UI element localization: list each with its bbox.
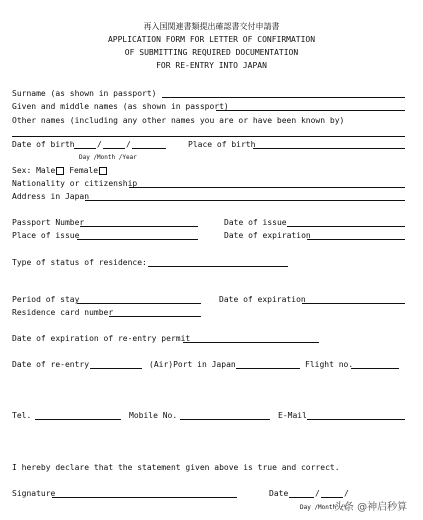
declaration-text: I hereby declare that the statement given above is true and correct. xyxy=(12,463,340,472)
status-of-residence-label: Type of status of residence: xyxy=(12,258,147,267)
residence-card-field[interactable] xyxy=(109,316,201,317)
sign-date-day-field[interactable] xyxy=(289,497,314,498)
nationality-field[interactable] xyxy=(129,187,405,188)
reentry-permit-expiration-field[interactable] xyxy=(183,342,319,343)
flight-number-label: Flight no. xyxy=(305,360,354,369)
surname-label: Surname (as shown in passport) xyxy=(12,89,157,98)
email-field[interactable] xyxy=(307,419,405,420)
sign-date-format-hint: Day /Month /Y xyxy=(300,504,347,511)
port-in-japan-field[interactable] xyxy=(236,368,300,369)
title-line-1: APPLICATION FORM FOR LETTER OF CONFIRMATION xyxy=(107,35,316,44)
date-label: Date xyxy=(269,489,289,498)
flight-number-field[interactable] xyxy=(351,368,399,369)
address-field[interactable] xyxy=(85,200,405,201)
status-of-residence-field[interactable] xyxy=(148,266,288,267)
passport-number-label: Passport Number xyxy=(12,218,85,227)
signature-label: Signature xyxy=(12,489,56,498)
email-label: E-Mail xyxy=(278,411,307,420)
sex-male-label: Sex: Male xyxy=(12,166,56,175)
watermark: 头条 @神启秒算 xyxy=(334,502,408,513)
given-names-field[interactable] xyxy=(216,110,405,111)
sign-date-slash-2: / xyxy=(344,489,349,498)
reentry-permit-expiration-label: Date of expiration of re-entry permit xyxy=(12,334,191,343)
dob-day-field[interactable] xyxy=(74,148,96,149)
period-of-stay-label: Period of stay xyxy=(12,295,80,304)
signature-field[interactable] xyxy=(52,497,237,498)
date-of-expiration-field[interactable] xyxy=(307,239,405,240)
passport-number-field[interactable] xyxy=(80,226,198,227)
place-of-issue-label: Place of issue xyxy=(12,231,80,240)
female-checkbox[interactable] xyxy=(99,167,107,175)
given-names-label: Given and middle names (as shown in passport) xyxy=(12,102,229,111)
dob-format-hint: Day /Month /Year xyxy=(79,154,137,161)
residence-card-label: Residence card number xyxy=(12,308,114,317)
dob-slash-1: / xyxy=(97,140,102,149)
sex-row xyxy=(12,166,107,176)
mobile-field[interactable] xyxy=(180,419,270,420)
surname-field[interactable] xyxy=(162,97,405,98)
sign-date-slash-1: / xyxy=(315,489,320,498)
title-japanese: 再入国関連書類提出確認書交付申請書 xyxy=(143,22,280,31)
tel-label: Tel. xyxy=(12,411,32,420)
title-line-2: OF SUBMITTING REQUIRED DOCUMENTATION xyxy=(124,48,299,57)
tel-field[interactable] xyxy=(35,419,121,420)
place-of-birth-label: Place of birth xyxy=(188,140,256,149)
other-names-label: Other names (including any other names you are or have been known by) xyxy=(12,116,345,125)
date-of-expiration-2-label: Date of expiration xyxy=(219,295,306,304)
address-label: Address in Japan xyxy=(12,192,90,201)
mobile-label: Mobile No. xyxy=(129,411,178,420)
place-of-birth-field[interactable] xyxy=(253,148,405,149)
period-of-stay-field[interactable] xyxy=(77,303,201,304)
date-of-reentry-label: Date of re-entry xyxy=(12,360,90,369)
dob-month-field[interactable] xyxy=(103,148,125,149)
title-line-3: FOR RE-ENTRY INTO JAPAN xyxy=(156,61,267,70)
date-of-issue-field[interactable] xyxy=(287,226,405,227)
nationality-label: Nationality or citizenship xyxy=(12,179,138,188)
female-label: Female xyxy=(69,166,99,175)
dob-slash-2: / xyxy=(126,140,131,149)
male-checkbox[interactable] xyxy=(56,167,64,175)
date-of-reentry-field[interactable] xyxy=(90,368,142,369)
dob-year-field[interactable] xyxy=(132,148,166,149)
place-of-issue-field[interactable] xyxy=(77,239,198,240)
date-of-birth-label: Date of birth xyxy=(12,140,75,149)
date-of-issue-label: Date of issue xyxy=(224,218,287,227)
other-names-field[interactable] xyxy=(12,136,405,137)
port-in-japan-label: (Air)Port in Japan xyxy=(149,360,236,369)
date-of-expiration-2-field[interactable] xyxy=(302,303,405,304)
date-of-expiration-label: Date of expiration xyxy=(224,231,311,240)
